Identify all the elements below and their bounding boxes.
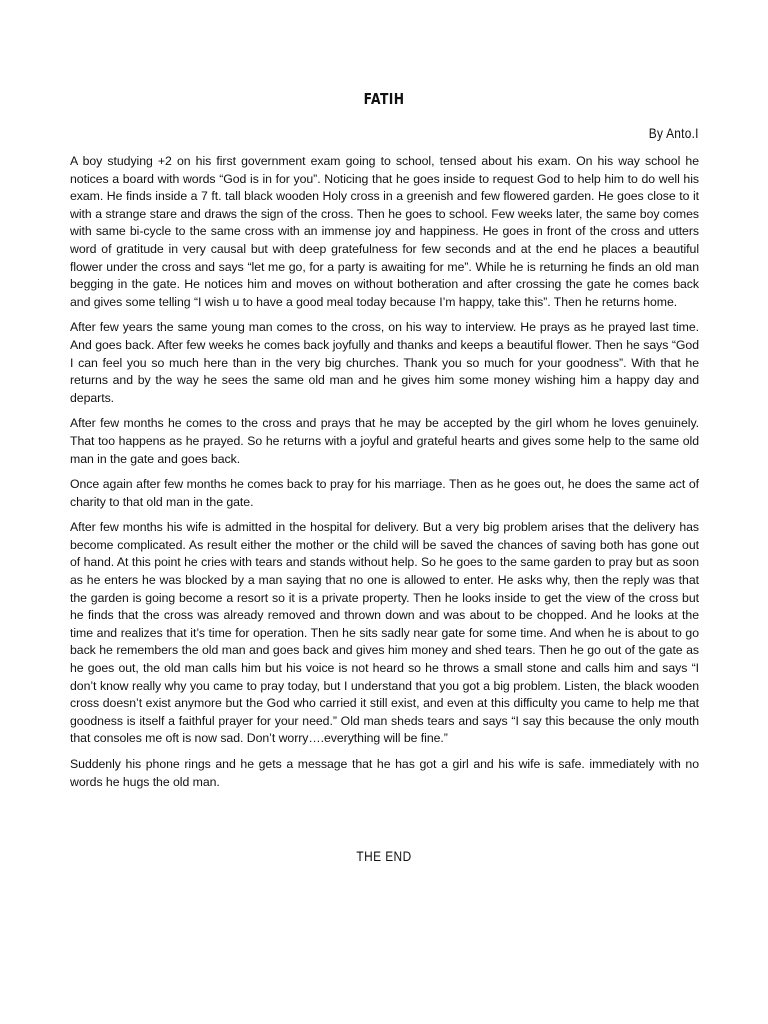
story-body: [70, 153, 699, 799]
author-byline: By Anto.I: [649, 125, 699, 141]
paragraph-6: Suddenly his phone rings and he gets a message that he has got a girl and his wife is safe. immediately with no words he hugs the old man.: [70, 757, 699, 789]
paragraph-1: A boy studying +2 on his first government exam going to school, tensed about his exam. On his way school he notices a board with words “God is in for you”. Noticing that he goes inside to request God to help him to do well his exam. He finds inside a 7 ft. tall black wooden Holy cross in a greenish and few flowered garden. He goes close to it with a strange stare and draws the sign of the cross. Then he goes to school. Few weeks later, the same boy comes with same bi-cycle to the same cross with an immense joy and happiness. He goes in front of the cross and utters word of gratitude in very causal but with deep gratefulness for few seconds and at the end he places a beautiful flower under the cross and says “let me go, for a party is awaiting for me”. While he is returning he finds an old man begging in the gate. He notices him and moves on without botheration and after crossing the gate he comes back and gives some telling “I wish u to have a good meal today because I’m happy, take this”. Then he returns home.: [70, 154, 699, 309]
paragraph-5: After few months his wife is admitted in the hospital for delivery. But a very big problem arises that the delivery has become complicated. As result either the mother or the child will be saved the chances of saving both has gone out of hand. At this point he cries with tears and stands without help. So he goes to the same garden to pray but as soon as he enters he was blocked by a man saying that no one is allowed to enter. He asks why, then the reply was that the garden is going become a resort so it is a private property. Then he looks inside to get the view of the cross but he finds that the cross was already removed and thrown down and was about to be chopped. And he looks at the time and realizes that it’s time for operation. Then he sits sadly near gate for some time. And when he is about to go back he remembers the old man and goes back and gives him money and shed tears. Then he go out of the gate as he goes out, the old man calls him but his voice is not heard so he throws a small stone and calls him and says “I don’t know really why you came to pray today, but I understand that you got a big problem. Listen, the black wooden cross doesn’t exist anymore but the God who carried it still exist, and even at this difficulty you came to help me that goodness is itself a faithful prayer for your need.” Old man sheds tears and says “I say this because the only mouth that consoles me oft is now sad. Don’t worry….everything will be fine.”: [70, 520, 699, 746]
paragraph-4: Once again after few months he comes back to pray for his marriage. Then as he goes out, he does the same act of charity to that old man in the gate.: [70, 477, 699, 509]
paragraph-2: After few years the same young man comes to the cross, on his way to interview. He prays as he prayed last time. And goes back. After few weeks he comes back joyfully and thanks and keeps a beautiful flower. Then he says “God I can feel you so much here than in the very big churches. Thank you so much for your goodness”. With that he returns and by the way he sees the same old man and he gives him some money wishing him a happy day and departs.: [70, 320, 699, 405]
paragraph-3: After few months he comes to the cross and prays that he may be accepted by the girl whom he loves genuinely. That too happens as he prayed. So he returns with a joyful and grateful hearts and gives some help to the same old man in the gate and goes back.: [70, 416, 699, 466]
document-title: FATIH: [363, 90, 405, 108]
ending-label: THE END: [356, 848, 412, 864]
